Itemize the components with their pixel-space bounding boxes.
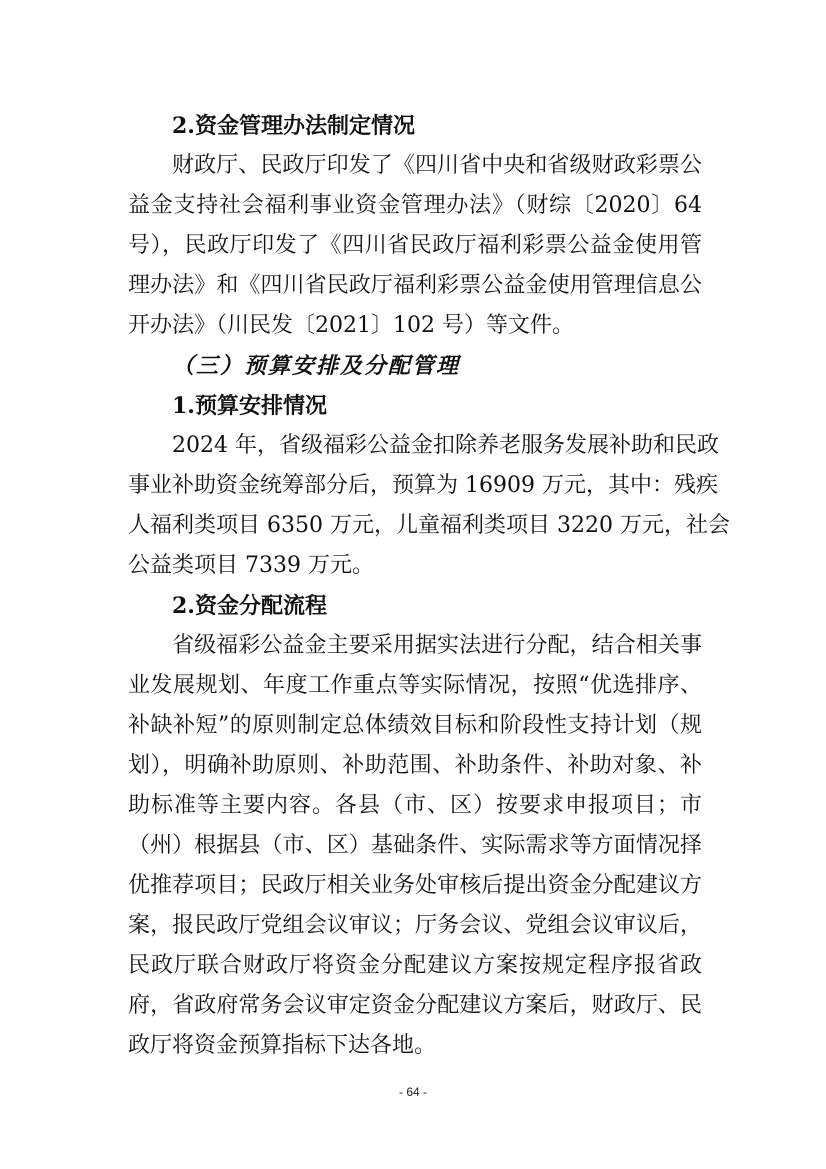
paragraph-line: 补缺补短”的原则制定总体绩效目标和阶段性支持计划（规 bbox=[128, 713, 702, 738]
paragraph-line: 号），民政厅印发了《四川省民政厅福利彩票公益金使用管 bbox=[128, 233, 702, 258]
paragraph-line: 理办法》和《四川省民政厅福利彩票公益金使用管理信息公 bbox=[128, 273, 702, 298]
paragraph-line: 财政厅、民政厅印发了《四川省中央和省级财政彩票公 bbox=[172, 153, 702, 178]
paragraph-line: 事业补助资金统筹部分后，预算为 16909 万元，其中：残疾 bbox=[128, 473, 718, 498]
paragraph-line: 案，报民政厅党组会议审议；厅务会议、党组会议审议后， bbox=[128, 913, 702, 938]
paragraph-line: （州）根据县（市、区）基础条件、实际需求等方面情况择 bbox=[128, 833, 702, 858]
paragraph-line: 益金支持社会福利事业资金管理办法》（财综〔2020〕64 bbox=[128, 193, 702, 218]
paragraph-line: 公益类项目 7339 万元。 bbox=[128, 553, 374, 578]
paragraph-line: 助标准等主要内容。各县（市、区）按要求申报项目；市 bbox=[128, 793, 702, 818]
page-number: - 64 - bbox=[398, 1085, 427, 1099]
paragraph-line: 人福利类项目 6350 万元，儿童福利类项目 3220 万元，社会 bbox=[128, 513, 730, 538]
paragraph-line: 府，省政府常务会议审定资金分配建议方案后，财政厅、民 bbox=[128, 993, 702, 1018]
section-heading-budget-allocation: （三）预算安排及分配管理 bbox=[172, 353, 461, 379]
paragraph-line: 民政厅联合财政厅将资金分配建议方案按规定程序报省政 bbox=[128, 953, 702, 978]
paragraph-line: 政厅将资金预算指标下达各地。 bbox=[128, 1033, 437, 1058]
paragraph-line: 开办法》（川民发〔2021〕102 号）等文件。 bbox=[128, 313, 574, 338]
paragraph-line: 业发展规划、年度工作重点等实际情况，按照“优选排序、 bbox=[128, 673, 702, 698]
heading-budget-arrangement: 1.预算安排情况 bbox=[172, 393, 327, 419]
paragraph-line: 划），明确补助原则、补助范围、补助条件、补助对象、补 bbox=[128, 753, 702, 778]
paragraph-line: 省级福彩公益金主要采用据实法进行分配，结合相关事 bbox=[172, 633, 702, 658]
paragraph-line: 2024 年，省级福彩公益金扣除养老服务发展补助和民政 bbox=[172, 433, 719, 458]
paragraph-line: 优推荐项目；民政厅相关业务处审核后提出资金分配建议方 bbox=[128, 873, 702, 898]
heading-fund-management-measures: 2.资金管理办法制定情况 bbox=[172, 113, 415, 139]
heading-fund-distribution-process: 2.资金分配流程 bbox=[172, 593, 327, 619]
